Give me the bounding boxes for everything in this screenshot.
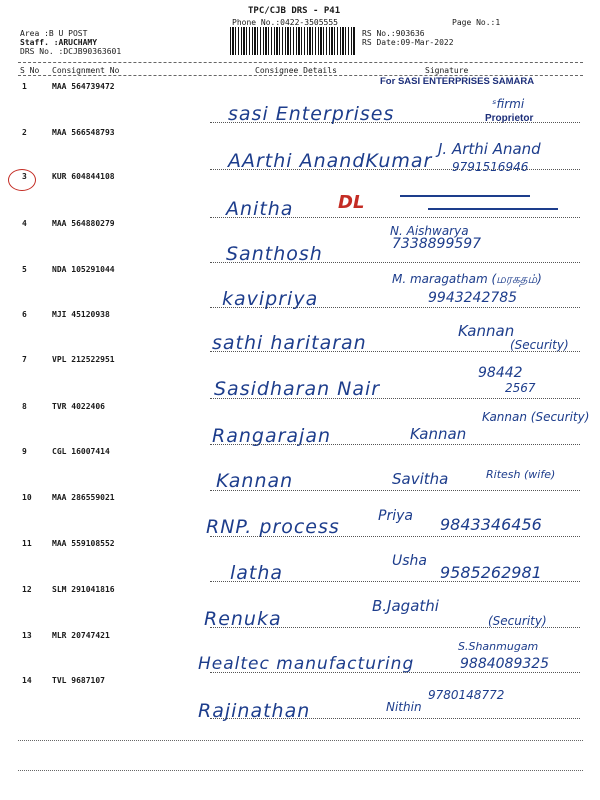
row-8-consignee-name: Rangarajan bbox=[212, 425, 332, 447]
column-signature: Signature bbox=[425, 66, 469, 75]
row-8-sno: 8 bbox=[22, 402, 27, 411]
row-5-phone: 9943242785 bbox=[428, 290, 518, 306]
row-8-signature: Kannan bbox=[410, 425, 467, 443]
row-7-signature: 98442 bbox=[478, 365, 523, 381]
row-9-signature-line bbox=[210, 490, 580, 491]
row-5-signature: M. maragatham (மரகதம்) bbox=[392, 272, 542, 286]
row-1-sno: 1 bbox=[22, 82, 27, 91]
row-2-consignment: MAA 566548793 bbox=[52, 128, 115, 137]
page-number: Page No.:1 bbox=[452, 18, 501, 27]
row-14-phone: 9780148772 bbox=[428, 688, 505, 702]
row-3-consignment: KUR 604844108 bbox=[52, 172, 115, 181]
row-1-signature-line bbox=[210, 122, 580, 123]
row-14-consignment: TVL 9687107 bbox=[52, 676, 105, 685]
row-14-signature-line bbox=[210, 718, 580, 719]
rs-date: RS Date:09-Mar-2022 bbox=[362, 38, 454, 47]
row-4-consignee-name: Santhosh bbox=[226, 243, 323, 265]
row-14-signature: Nithin bbox=[386, 700, 422, 714]
row-3-scribble bbox=[400, 195, 530, 197]
row-13-sno: 13 bbox=[22, 631, 32, 640]
row-7-consignee-name: Sasidharan Nair bbox=[214, 378, 381, 400]
row-7-sno: 7 bbox=[22, 355, 27, 364]
column-sno: S No bbox=[20, 66, 40, 75]
row-11-signature: Usha bbox=[392, 553, 427, 569]
proprietor-stamp: Proprietor bbox=[485, 113, 534, 124]
row-12-sno: 12 bbox=[22, 585, 32, 594]
row-5-consignee-name: kavipriya bbox=[222, 288, 319, 310]
row-6-signature-line bbox=[210, 351, 580, 352]
row-10-signature: Priya bbox=[378, 508, 413, 524]
row-9-consignee-name: Kannan bbox=[216, 470, 294, 492]
footer-divider-2 bbox=[18, 770, 583, 771]
row-10-signature-line bbox=[210, 536, 580, 537]
area: Area :B U POST bbox=[20, 29, 88, 38]
row-11-sno: 11 bbox=[22, 539, 32, 548]
row-2-sno: 2 bbox=[22, 128, 27, 137]
drs-number: DRS No. :DCJB90363601 bbox=[20, 47, 122, 56]
row-2-consignee-name: AArthi AnandKumar bbox=[228, 150, 433, 172]
row-7-number: 2567 bbox=[505, 381, 536, 395]
row-11-signature-line bbox=[210, 581, 580, 582]
row-9-note: Ritesh (wife) bbox=[486, 468, 556, 481]
row-9-consignment: CGL 16007414 bbox=[52, 447, 110, 456]
row-13-consignee-name: Healtec manufacturing bbox=[198, 654, 415, 674]
row-10-phone: 9843346456 bbox=[440, 515, 542, 534]
row-3-scribble-2 bbox=[428, 208, 558, 210]
row-4-signature-line bbox=[210, 262, 580, 263]
row-8-note: Kannan (Security) bbox=[482, 410, 590, 424]
row-10-sno: 10 bbox=[22, 493, 32, 502]
row-6-sno: 6 bbox=[22, 310, 27, 319]
row-9-sno: 9 bbox=[22, 447, 27, 456]
row-12-consignee-name: Renuka bbox=[204, 608, 282, 630]
row-9-signature: Savitha bbox=[392, 470, 449, 488]
row-4-sno: 4 bbox=[22, 219, 27, 228]
row-3-signature-line bbox=[210, 217, 580, 218]
row-11-phone: 9585262981 bbox=[440, 563, 542, 582]
row-13-consignment: MLR 20747421 bbox=[52, 631, 110, 640]
row-6-note: (Security) bbox=[510, 338, 569, 352]
row-3-sno: 3 bbox=[22, 172, 27, 181]
row-7-consignment: VPL 212522951 bbox=[52, 355, 115, 364]
row-2-phone: 9791516946 bbox=[452, 160, 529, 174]
row-3-signature: DL bbox=[338, 192, 365, 213]
company-stamp: For SASI ENTERPRISES SAMARA bbox=[380, 76, 535, 87]
row-14-consignee-name: Rajinathan bbox=[198, 700, 311, 722]
row-1-consignee-name: sasi Enterprises bbox=[228, 103, 395, 125]
row-4-consignment: MAA 564880279 bbox=[52, 219, 115, 228]
row-12-note: (Security) bbox=[488, 614, 547, 628]
row-12-signature-line bbox=[210, 627, 580, 628]
phone-number: Phone No.:0422-3505555 bbox=[232, 18, 338, 27]
row-8-signature-line bbox=[210, 444, 580, 445]
row-6-consignee-name: sathi haritaran bbox=[212, 332, 367, 354]
row-14-sno: 14 bbox=[22, 676, 32, 685]
row-11-consignee-name: latha bbox=[230, 562, 284, 584]
row-13-signature-line bbox=[210, 672, 580, 673]
row-1-signature: ˢfirmi bbox=[492, 97, 525, 111]
row-5-sno: 5 bbox=[22, 265, 27, 274]
rs-number: RS No.:903636 bbox=[362, 29, 425, 38]
document-title: TPC/CJB DRS - P41 bbox=[248, 6, 341, 16]
row-2-signature-line bbox=[210, 169, 580, 170]
row-4-signature: N. Aishwarya bbox=[390, 224, 469, 238]
row-12-signature: B.Jagathi bbox=[372, 597, 439, 615]
row-10-consignee-name: RNP. process bbox=[206, 516, 340, 538]
row-12-consignment: SLM 291041816 bbox=[52, 585, 115, 594]
row-8-consignment: TVR 4022406 bbox=[52, 402, 105, 411]
column-consignment: Consignment No bbox=[52, 66, 120, 75]
row-10-consignment: MAA 286559021 bbox=[52, 493, 115, 502]
footer-divider bbox=[18, 740, 583, 741]
barcode bbox=[230, 27, 355, 55]
staff: Staff. :ARUCHAMY bbox=[20, 38, 98, 47]
row-6-consignment: MJI 45120938 bbox=[52, 310, 110, 319]
row-3-consignee-name: Anitha bbox=[226, 198, 294, 220]
row-2-signature: J. Arthi Anand bbox=[438, 140, 541, 158]
column-consignee: Consignee Details bbox=[255, 66, 337, 75]
row-5-signature-line bbox=[210, 307, 580, 308]
header-divider bbox=[18, 62, 583, 63]
row-1-consignment: MAA 564739472 bbox=[52, 82, 115, 91]
row-5-consignment: NDA 105291044 bbox=[52, 265, 115, 274]
row-13-phone: 9884089325 bbox=[460, 656, 550, 672]
row-6-signature: Kannan bbox=[458, 322, 515, 340]
row-13-signature: S.Shanmugam bbox=[458, 640, 539, 653]
row-7-signature-line bbox=[210, 398, 580, 399]
row-11-consignment: MAA 559108552 bbox=[52, 539, 115, 548]
row-4-phone: 7338899597 bbox=[392, 236, 482, 252]
